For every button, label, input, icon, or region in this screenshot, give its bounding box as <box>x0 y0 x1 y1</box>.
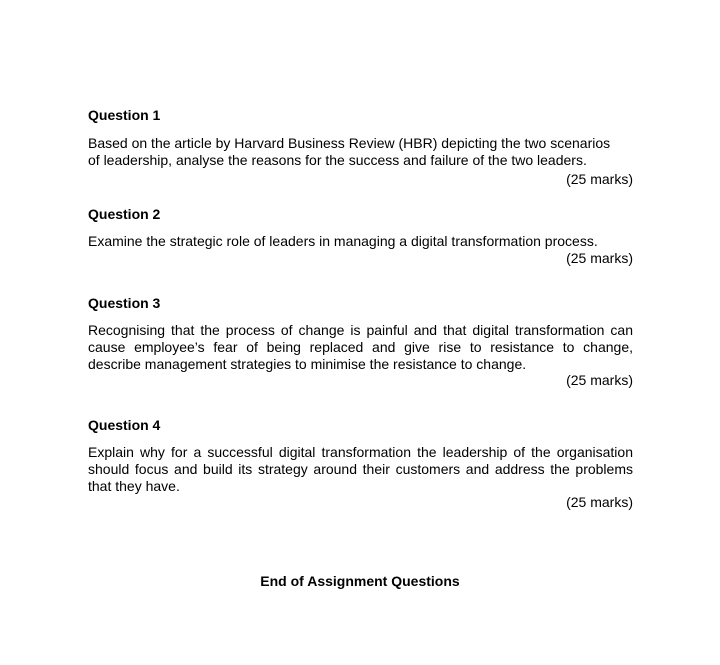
question-4-line-3: that they have. <box>88 478 180 494</box>
question-3-line-1: Recognising that the process of change is painful and that digital transformation can <box>88 322 633 338</box>
question-2-text <box>88 233 633 250</box>
question-1-heading: Question 1 <box>88 107 161 123</box>
question-3-line-3: describe management strategies to minimise the resistance to change. <box>88 356 527 372</box>
question-1-text <box>88 135 633 169</box>
question-2-heading: Question 2 <box>88 206 161 222</box>
question-3-text <box>88 322 633 373</box>
question-4-line-2: should focus and build its strategy around their customers and address the problems <box>88 461 633 477</box>
question-4-line-1: Explain why for a successful digital transformation the leadership of the organisation <box>88 444 633 460</box>
question-3-heading: Question 3 <box>88 295 161 311</box>
question-3-marks: (25 marks) <box>566 372 633 388</box>
question-3-line-2: cause employee’s fear of being replaced and give rise to resistance to change, <box>88 339 633 355</box>
question-4-marks: (25 marks) <box>566 494 633 510</box>
question-4-text <box>88 444 633 495</box>
end-of-assignment-title: End of Assignment Questions <box>260 573 460 589</box>
question-1-marks: (25 marks) <box>566 171 633 187</box>
question-2-line-1: Examine the strategic role of leaders in managing a digital transformation process. <box>88 233 598 249</box>
question-1-line-1: Based on the article by Harvard Business Review (HBR) depicting the two scenarios <box>88 135 611 151</box>
question-2-marks: (25 marks) <box>566 250 633 266</box>
question-4-heading: Question 4 <box>88 417 161 433</box>
question-1-line-2: of leadership, analyse the reasons for the success and failure of the two leaders. <box>88 152 587 168</box>
